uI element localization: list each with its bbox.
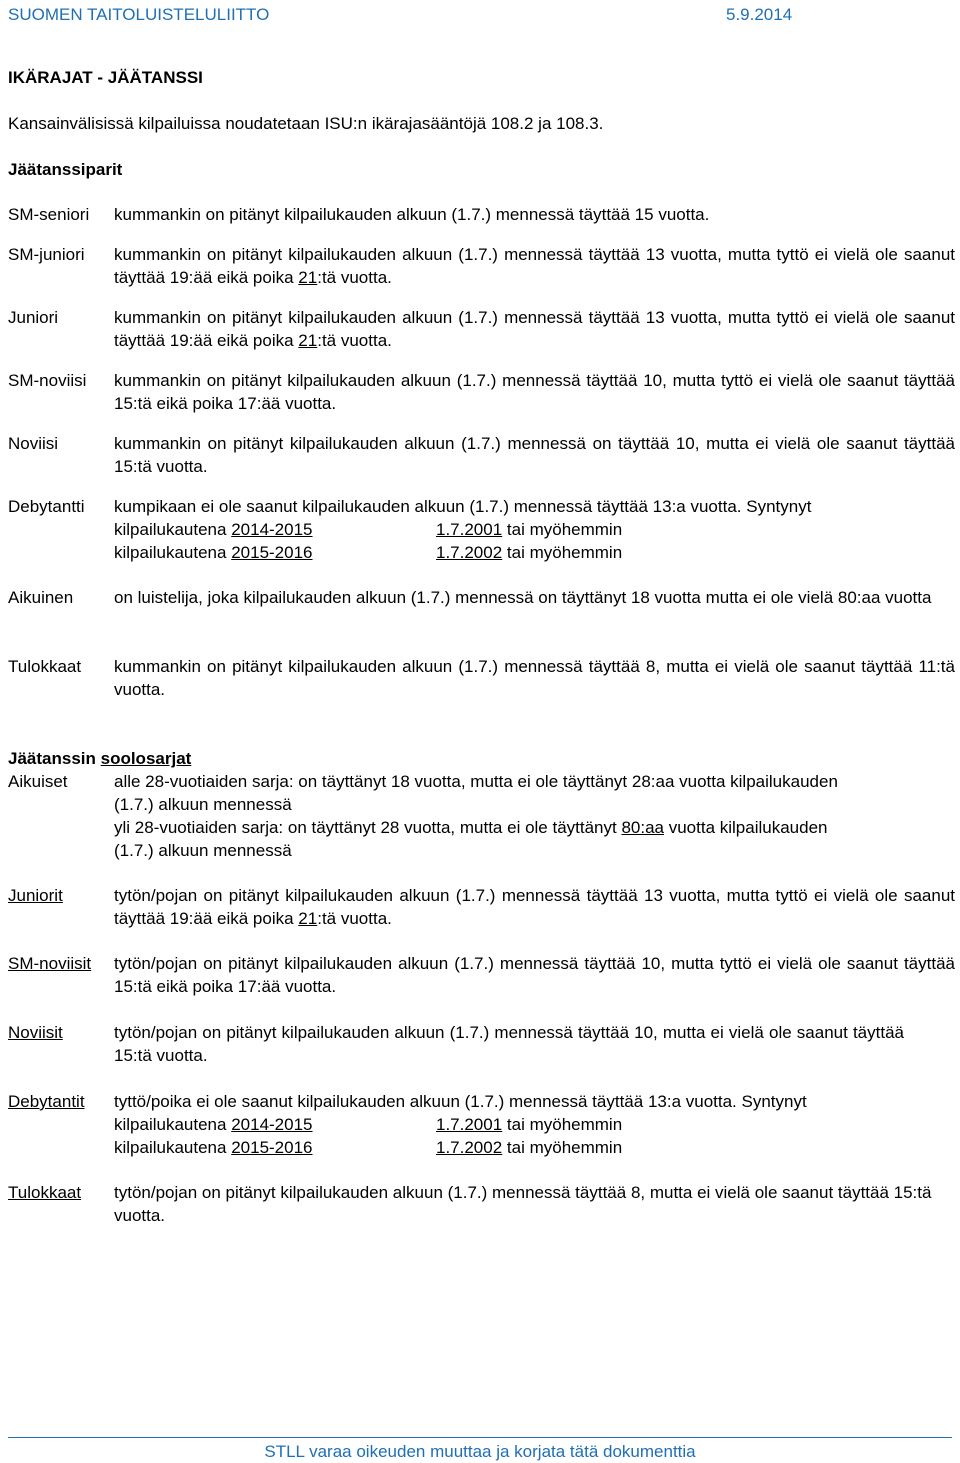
intro-text: Kansainvälisissä kilpailuissa noudatetaan ISU:n ikärajasääntöjä 108.2 ja 108.3.: [8, 114, 604, 133]
season-value: 2015-2016: [231, 543, 313, 562]
rule-text-block: [114, 1090, 955, 1159]
rule-label: Aikuinen: [8, 588, 74, 607]
season-prefix: kilpailukautena: [114, 1138, 232, 1157]
solo-heading-part: Jäätanssin: [8, 749, 101, 768]
rule-text: alle 28-vuotiaiden sarja: on täyttänyt 18 vuotta, mutta ei ole täyttänyt 28:aa vuotta kilpailukauden (1.7.) alkuun mennessä: [114, 772, 838, 814]
birth-suffix: tai myöhemmin: [502, 1115, 623, 1134]
season-row: [114, 1136, 955, 1159]
season-value: 2014-2015: [231, 520, 313, 539]
rule-label: Juniori: [8, 308, 59, 327]
age-value: 21: [298, 331, 318, 350]
rule-text-block: [114, 770, 844, 862]
rule-label: SM-seniori: [8, 205, 90, 224]
rule-text: tytön/pojan on pitänyt kilpailukauden alkuun (1.7.) mennessä täyttää 10, mutta tyttö ei vielä ole saanut täyttää 15:tä eikä poika 17:ää vuotta.: [114, 954, 955, 996]
rule-text: tyttö/poika ei ole saanut kilpailukauden alkuun (1.7.) mennessä täyttää 13:a vuotta. Syntynyt: [114, 1092, 807, 1111]
footer-text: STLL varaa oikeuden muuttaa ja korjata tätä dokumenttia: [264, 1442, 696, 1461]
birth-date: 1.7.2002: [436, 1138, 503, 1157]
rule-text-part: kummankin on pitänyt kilpailukauden alkuun (1.7.) mennessä täyttää 13 vuotta, mutta tyttö ei vielä ole saanut täyttää 19:ää eikä poika: [114, 245, 955, 287]
rule-text: kummankin on pitänyt kilpailukauden alkuun (1.7.) mennessä täyttää 8, mutta ei vielä ole saanut täyttää 11:tä vuotta.: [114, 657, 955, 699]
solo-heading: [8, 747, 191, 770]
birth-limit: [436, 518, 622, 541]
season-label: [114, 541, 313, 564]
rule-label: Debytantit: [8, 1092, 85, 1111]
rule-text: kumpikaan ei ole saanut kilpailukauden alkuun (1.7.) mennessä täyttää 13:a vuotta. Syntynyt: [114, 497, 812, 516]
birth-suffix: tai myöhemmin: [502, 543, 623, 562]
rule-label: Debytantti: [8, 497, 85, 516]
rule-text-part: yli 28-vuotiaiden sarja: on täyttänyt 28 vuotta, mutta ei ole täyttänyt: [114, 818, 622, 837]
rule-text-part: :tä vuotta.: [317, 268, 392, 287]
rule-text-block: [114, 495, 955, 564]
season-prefix: kilpailukautena: [114, 520, 232, 539]
rule-label: Tulokkaat: [8, 657, 82, 676]
birth-date: 1.7.2001: [436, 1115, 503, 1134]
rule-label: Juniorit: [8, 886, 63, 905]
rule-text-part: vuotta kilpailukauden (1.7.) alkuun mennessä: [114, 818, 828, 860]
season-label: [114, 518, 313, 541]
rule-text: kummankin on pitänyt kilpailukauden alkuun (1.7.) mennessä täyttää 15 vuotta.: [114, 205, 710, 224]
header-date: 5.9.2014: [726, 5, 793, 24]
rule-text-part: kummankin on pitänyt kilpailukauden alkuun (1.7.) mennessä täyttää 13 vuotta, mutta tyttö ei vielä ole saanut täyttää 19:ää eikä poika: [114, 308, 955, 350]
season-prefix: kilpailukautena: [114, 543, 232, 562]
season-row: [114, 1113, 955, 1136]
rule-label: Noviisi: [8, 434, 59, 453]
rule-label: Noviisit: [8, 1023, 63, 1042]
rule-text: kummankin on pitänyt kilpailukauden alkuun (1.7.) mennessä täyttää 10, mutta tyttö ei vielä ole saanut täyttää 15:tä eikä poika 17:ää vuotta.: [114, 371, 955, 413]
rule-text-part: tytön/pojan on pitänyt kilpailukauden alkuun (1.7.) mennessä täyttää 13 vuotta, mutta tyttö ei vielä ole saanut täyttää 19:ää eikä poika: [114, 886, 955, 928]
rule-label: SM-juniori: [8, 245, 85, 264]
rule-text: [114, 243, 955, 289]
rule-text: [114, 306, 955, 352]
rule-text: on luistelija, joka kilpailukauden alkuun (1.7.) mennessä on täyttänyt 18 vuotta mutta ei ole vielä 80:aa vuotta: [114, 588, 932, 607]
rule-label: SM-noviisi: [8, 371, 87, 390]
footer-divider: [8, 1437, 952, 1438]
season-label: [114, 1136, 313, 1159]
org-name: SUOMEN TAITOLUISTELULIITTO: [8, 5, 270, 24]
solo-heading-part: soolosarjat: [100, 749, 192, 768]
rule-text-part: :tä vuotta.: [317, 909, 392, 928]
birth-limit: [436, 1136, 622, 1159]
rule-text: [114, 816, 844, 862]
birth-suffix: tai myöhemmin: [502, 520, 623, 539]
season-value: 2015-2016: [231, 1138, 313, 1157]
rule-label: Aikuiset: [8, 772, 68, 791]
season-prefix: kilpailukautena: [114, 1115, 232, 1134]
age-value: 80:aa: [621, 818, 664, 837]
rule-label: SM-noviisit: [8, 954, 92, 973]
rule-text: tytön/pojan on pitänyt kilpailukauden alkuun (1.7.) mennessä täyttää 10, mutta ei vielä ole saanut täyttää 15:tä vuotta.: [114, 1023, 904, 1065]
birth-date: 1.7.2001: [436, 520, 503, 539]
season-row: [114, 541, 955, 564]
rule-text: [114, 884, 955, 930]
page-title: IKÄRAJAT - JÄÄTANSSI: [8, 68, 203, 87]
pairs-heading: Jäätanssiparit: [8, 160, 123, 179]
season-label: [114, 1113, 313, 1136]
rule-text: kummankin on pitänyt kilpailukauden alkuun (1.7.) mennessä on täyttää 10, mutta ei vielä ole saanut täyttää 15:tä vuotta.: [114, 434, 955, 476]
birth-limit: [436, 1113, 622, 1136]
birth-limit: [436, 541, 622, 564]
age-value: 21: [298, 268, 318, 287]
page-header: [8, 3, 952, 27]
season-row: [114, 518, 955, 541]
rule-label: Tulokkaat: [8, 1183, 82, 1202]
birth-date: 1.7.2002: [436, 543, 503, 562]
birth-suffix: tai myöhemmin: [502, 1138, 623, 1157]
rule-text-part: :tä vuotta.: [317, 331, 392, 350]
season-value: 2014-2015: [231, 1115, 313, 1134]
age-value: 21: [298, 909, 318, 928]
rule-text: tytön/pojan on pitänyt kilpailukauden alkuun (1.7.) mennessä täyttää 8, mutta ei vielä ole saanut täyttää 15:tä vuotta.: [114, 1183, 932, 1225]
